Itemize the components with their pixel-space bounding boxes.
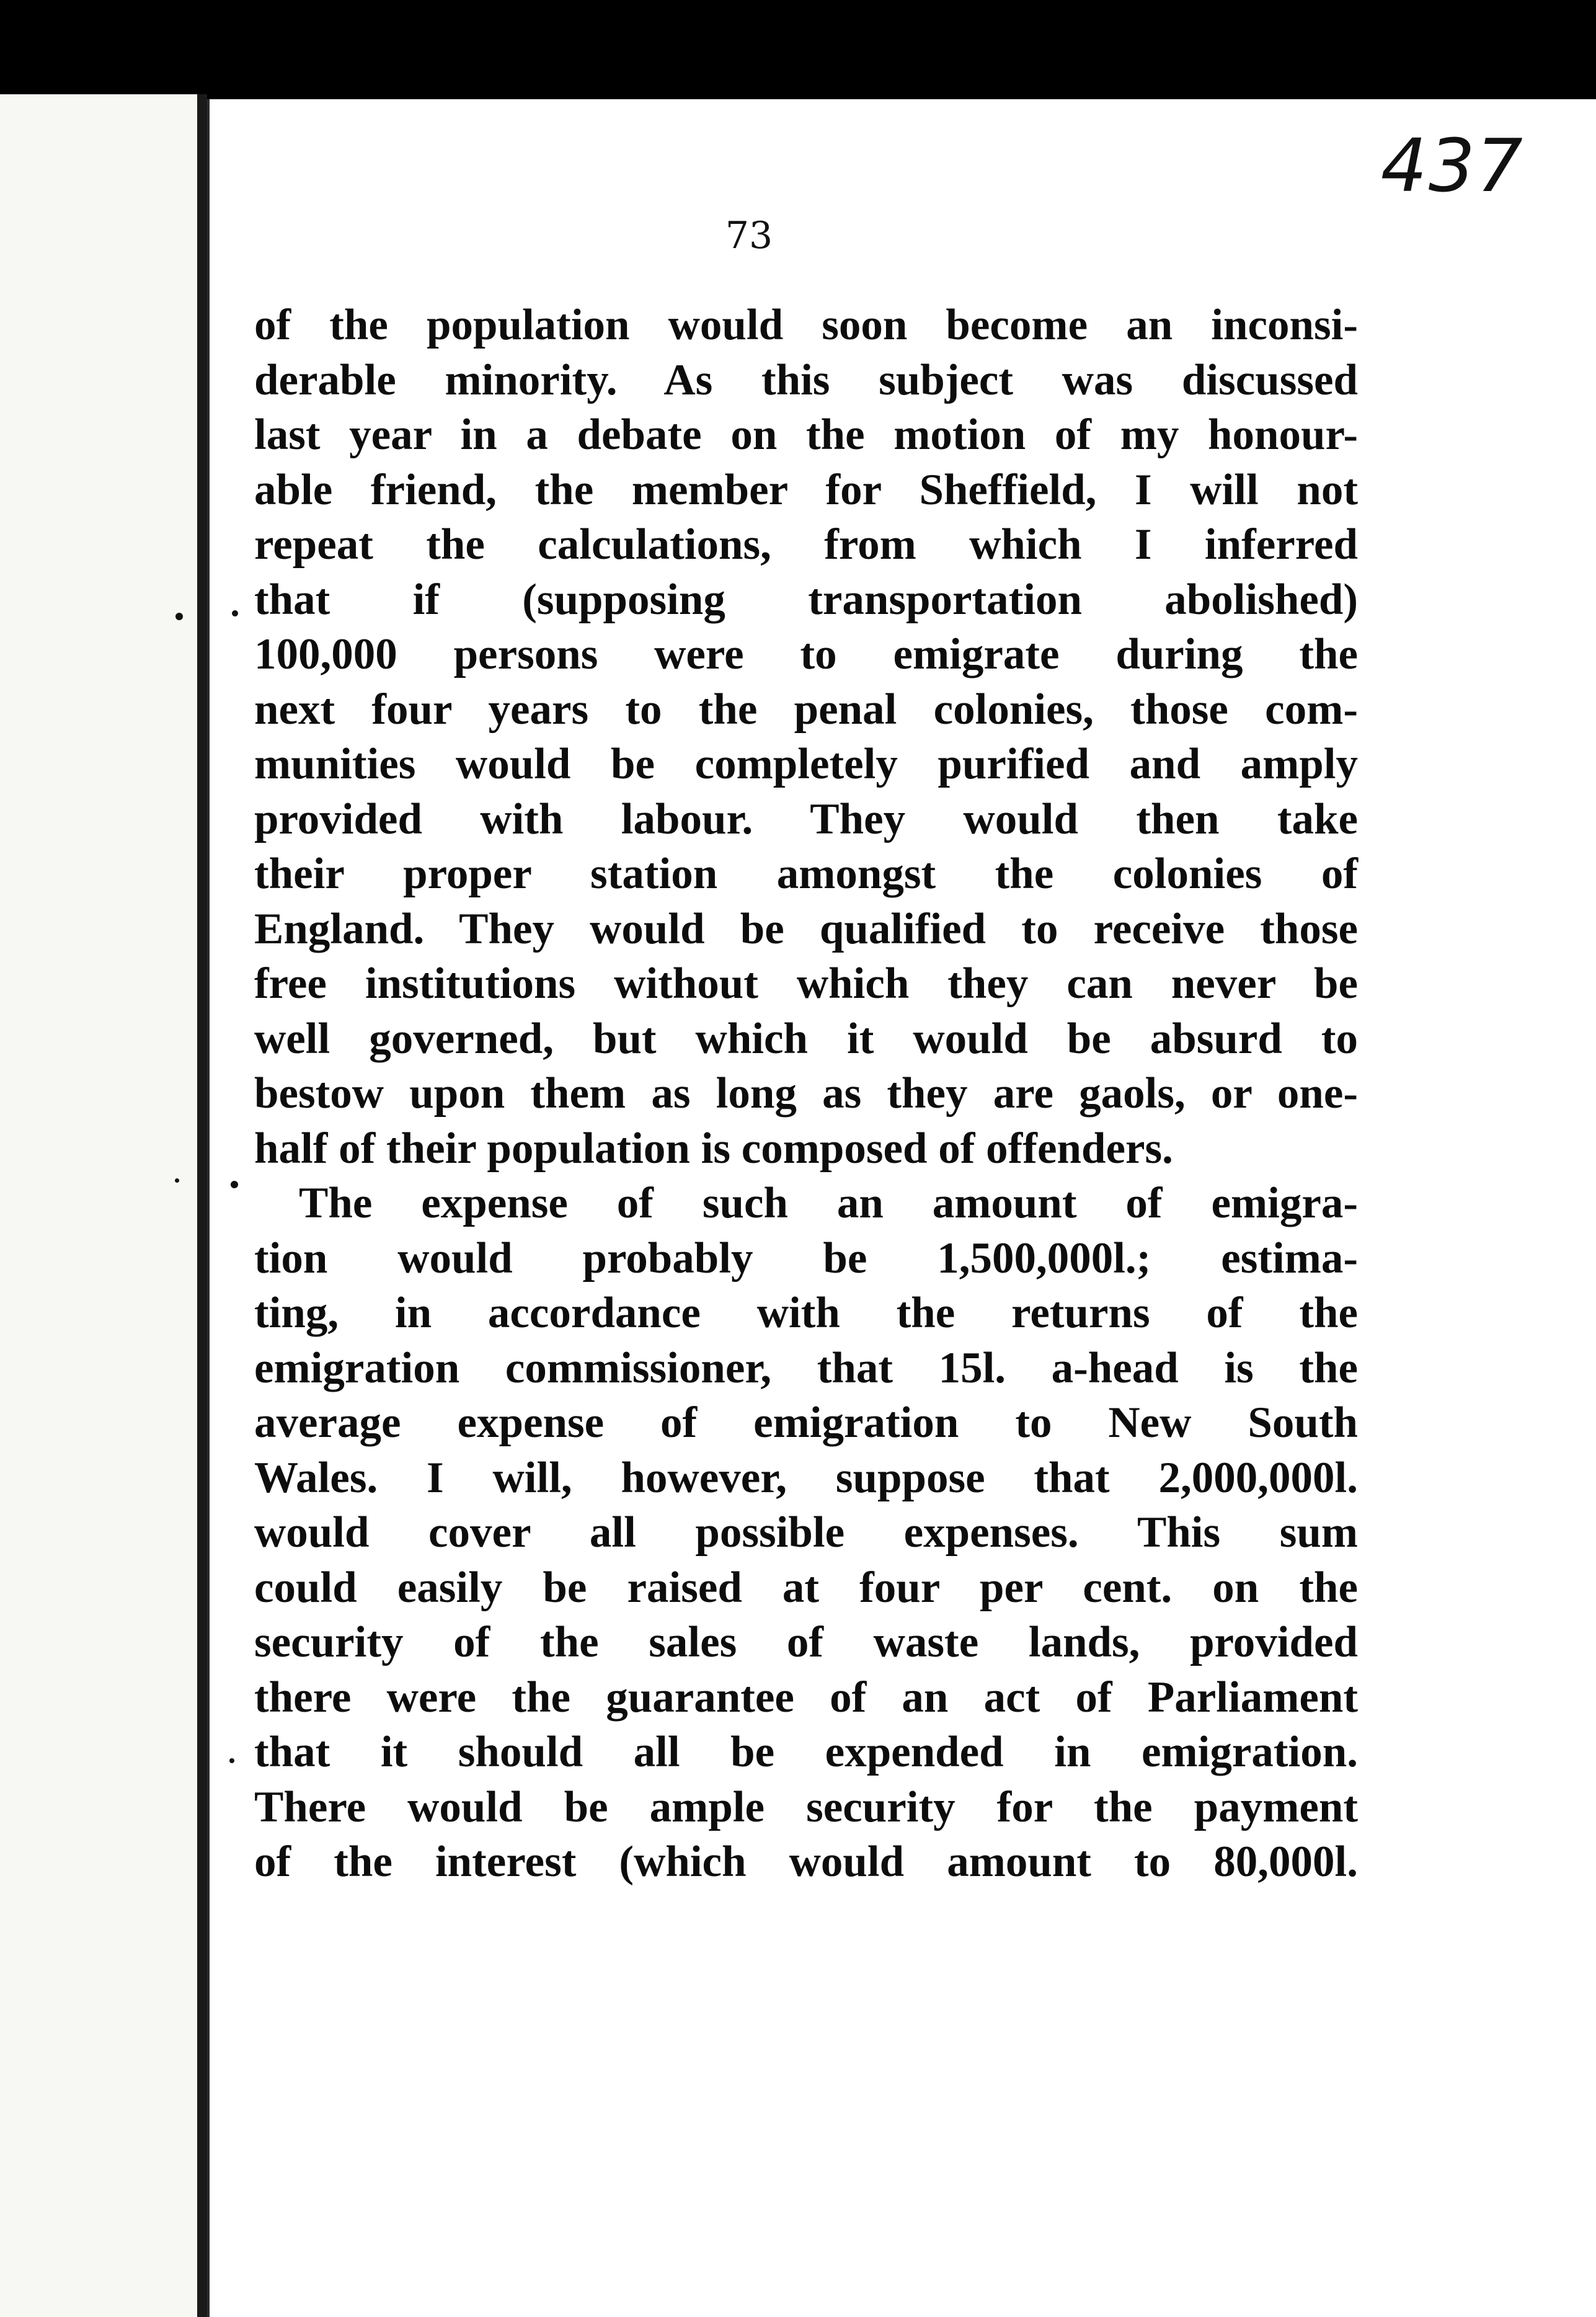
- body-text: [254, 298, 1358, 1890]
- text-line: well governed, but which it would be absurd to: [254, 1014, 1358, 1063]
- text-line: bestow upon them as long as they are gaols, or one-: [254, 1069, 1358, 1118]
- text-line: security of the sales of waste lands, provided: [254, 1618, 1358, 1666]
- left-page-edge: [0, 94, 197, 2317]
- manuscript-number: 437: [1380, 123, 1524, 208]
- text-line: would cover all possible expenses. This sum: [254, 1508, 1358, 1557]
- text-line: tion would probably be 1,500,000l.; estima-: [254, 1234, 1358, 1283]
- text-line: of the population would soon become an inconsi-: [254, 301, 1358, 349]
- text-line: The expense of such an amount of emigra-: [299, 1179, 1358, 1227]
- text-line: 100,000 persons were to emigrate during the: [254, 630, 1358, 678]
- margin-mark: [231, 1181, 238, 1188]
- text-line: derable minority. As this subject was discussed: [254, 355, 1358, 404]
- text-line: ting, in accordance with the returns of the: [254, 1289, 1358, 1337]
- page-number: 73: [725, 214, 773, 257]
- text-line: emigration commissioner, that 15l. a-head is the: [254, 1343, 1358, 1392]
- text-line: There would be ample security for the payment: [254, 1782, 1358, 1831]
- text-line: next four years to the penal colonies, those com-: [254, 685, 1358, 734]
- text-line: repeat the calculations, from which I inferred: [254, 520, 1358, 569]
- margin-mark: [175, 613, 183, 620]
- text-line: munities would be completely purified and amply: [254, 740, 1358, 788]
- text-line: Wales. I will, however, suppose that 2,000,000l.: [254, 1453, 1358, 1502]
- margin-mark: [232, 610, 238, 616]
- margin-mark: [175, 1178, 179, 1183]
- margin-mark: [229, 1758, 234, 1763]
- text-line: able friend, the member for Sheffield, I will not: [254, 465, 1358, 514]
- text-line: of the interest (which would amount to 80,000l.: [254, 1838, 1358, 1886]
- text-line: provided with labour. They would then take: [254, 794, 1358, 843]
- text-line: last year in a debate on the motion of my honour-: [254, 411, 1358, 459]
- book-gutter: [197, 94, 207, 2317]
- text-line: England. They would be qualified to receive those: [254, 904, 1358, 953]
- text-line: free institutions without which they can never be: [254, 959, 1358, 1008]
- text-line: average expense of emigration to New South: [254, 1399, 1358, 1447]
- text-line: that if (supposing transportation abolished): [254, 575, 1358, 624]
- text-line: half of their population is composed of offenders.: [254, 1124, 1173, 1173]
- text-line: could easily be raised at four per cent. on the: [254, 1563, 1358, 1612]
- text-line: there were the guarantee of an act of Parliament: [254, 1673, 1358, 1722]
- text-line: their proper station amongst the colonies of: [254, 850, 1358, 898]
- text-line: that it should all be expended in emigration.: [254, 1728, 1358, 1776]
